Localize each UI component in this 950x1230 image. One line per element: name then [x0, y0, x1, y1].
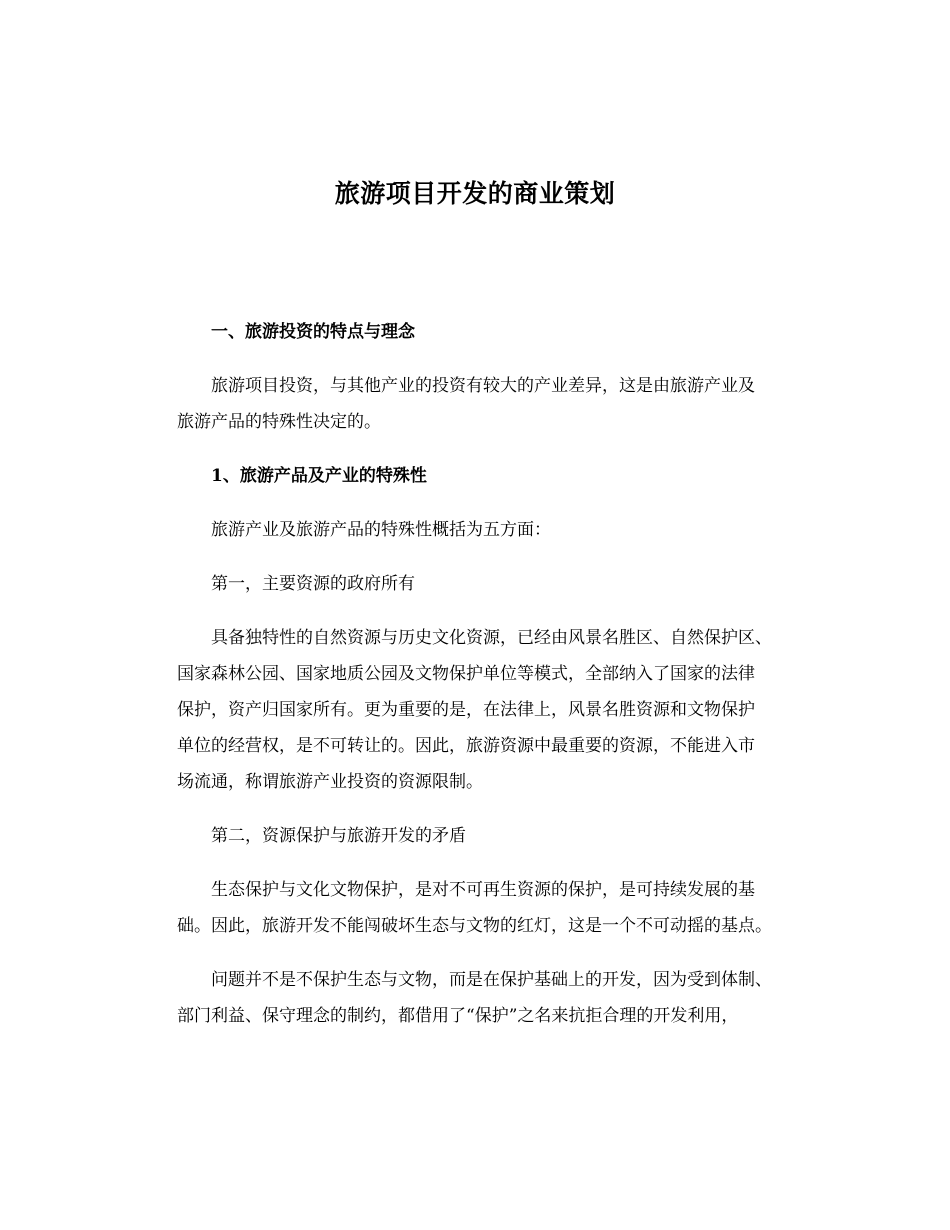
text-line: 旅游项目投资，与其他产业的投资有较大的产业差异，这是由旅游产业及: [211, 376, 755, 396]
body-paragraph: [177, 566, 825, 602]
text-line: 旅游产品的特殊性决定的。: [177, 412, 381, 432]
text-line: 问题并不是不保护生态与文物，而是在保护基础上的开发，因为受到体制、: [211, 970, 772, 990]
text-line: 1、旅游产品及产业的特殊性: [211, 466, 427, 486]
body-paragraph: [177, 818, 825, 854]
text-line: 生态保护与文化文物保护，是对不可再生资源的保护，是可持续发展的基: [211, 880, 755, 900]
text-line: 保护，资产归国家所有。更为重要的是，在法律上，风景名胜资源和文物保护: [177, 700, 755, 720]
document-body: [177, 314, 825, 1052]
body-paragraph: [177, 962, 825, 1034]
text-line: 一、旅游投资的特点与理念: [211, 322, 415, 342]
subsection-heading: [177, 458, 825, 494]
text-line: 单位的经营权，是不可转让的。因此，旅游资源中最重要的资源，不能进入市: [177, 736, 755, 756]
body-paragraph: [177, 368, 825, 440]
document-title: 旅游项目开发的商业策划: [334, 179, 616, 208]
text-line: 场流通，称谓旅游产业投资的资源限制。: [177, 772, 483, 792]
text-line: 础。因此，旅游开发不能闯破坏生态与文物的红灯，这是一个不可动摇的基点。: [177, 916, 772, 936]
text-line: 旅游产业及旅游产品的特殊性概括为五方面：: [211, 520, 551, 540]
text-line: 第二，资源保护与旅游开发的矛盾: [211, 826, 466, 846]
body-paragraph: [177, 620, 825, 800]
section-heading: [177, 314, 825, 350]
text-line: 部门利益、保守理念的制约，都借用了“保护”之名来抗拒合理的开发利用，: [177, 1006, 739, 1026]
body-paragraph: [177, 512, 825, 548]
text-line: 第一，主要资源的政府所有: [211, 574, 415, 594]
body-paragraph: [177, 872, 825, 944]
text-line: 具备独特性的自然资源与历史文化资源，已经由风景名胜区、自然保护区、: [211, 628, 772, 648]
text-line: 国家森林公园、国家地质公园及文物保护单位等模式，全部纳入了国家的法律: [177, 664, 755, 684]
